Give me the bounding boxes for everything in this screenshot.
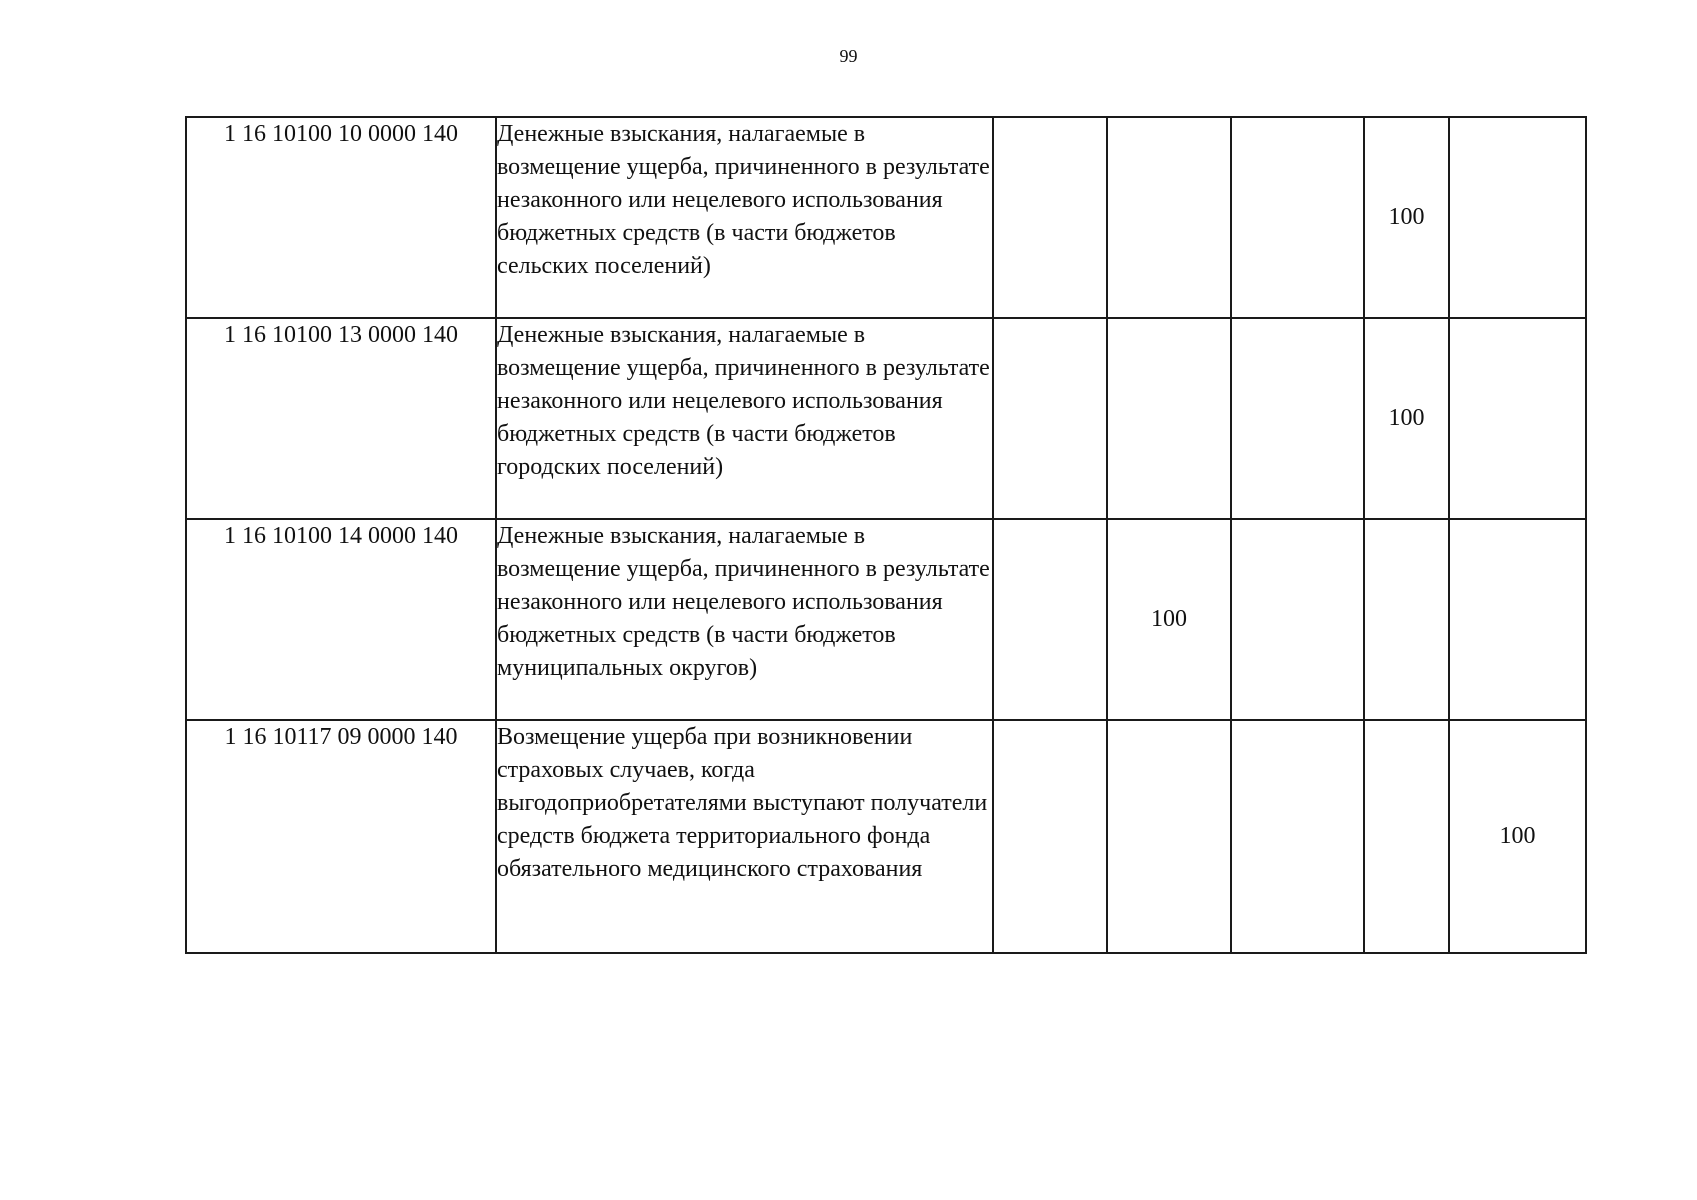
value-cell: 100 [1364,117,1449,318]
value-cell [993,318,1107,519]
value-cell [1231,318,1364,519]
value-cell [1231,720,1364,953]
value-cell [1364,720,1449,953]
budget-code-cell: 1 16 10100 10 0000 140 [186,117,496,318]
value-cell [993,720,1107,953]
value-cell [1231,519,1364,720]
value-cell: 100 [1107,519,1231,720]
value-cell: 100 [1364,318,1449,519]
description-cell: Денежные взыскания, налагаемые в возмещение ущерба, причиненного в результате незаконного или нецелевого использования бюджетных средств (в части бюджетов муниципальных округов) [496,519,993,720]
description-cell: Денежные взыскания, налагаемые в возмещение ущерба, причиненного в результате незаконного или нецелевого использования бюджетных средств (в части бюджетов городских поселений) [496,318,993,519]
table-row [186,720,1586,953]
value-cell [1449,117,1586,318]
table-row [186,117,1586,318]
value-cell [1449,519,1586,720]
description-cell: Денежные взыскания, налагаемые в возмещение ущерба, причиненного в результате незаконного или нецелевого использования бюджетных средств (в части бюджетов сельских поселений) [496,117,993,318]
value-cell [1107,720,1231,953]
value-cell [1449,318,1586,519]
budget-code-cell: 1 16 10117 09 0000 140 [186,720,496,953]
value-cell [1107,318,1231,519]
budget-code-cell: 1 16 10100 13 0000 140 [186,318,496,519]
value-cell [1107,117,1231,318]
budget-revenue-table [185,116,1587,954]
value-cell [993,117,1107,318]
value-cell [1231,117,1364,318]
description-cell: Возмещение ущерба при возникновении страховых случаев, когда выгодоприобретателями выступают получатели средств бюджета территориального фонда обязательного медицинского страхования [496,720,993,953]
budget-code-cell: 1 16 10100 14 0000 140 [186,519,496,720]
page-number: 99 [839,46,858,66]
value-cell [993,519,1107,720]
value-cell [1364,519,1449,720]
value-cell: 100 [1449,720,1586,953]
table-row [186,519,1586,720]
table-row [186,318,1586,519]
